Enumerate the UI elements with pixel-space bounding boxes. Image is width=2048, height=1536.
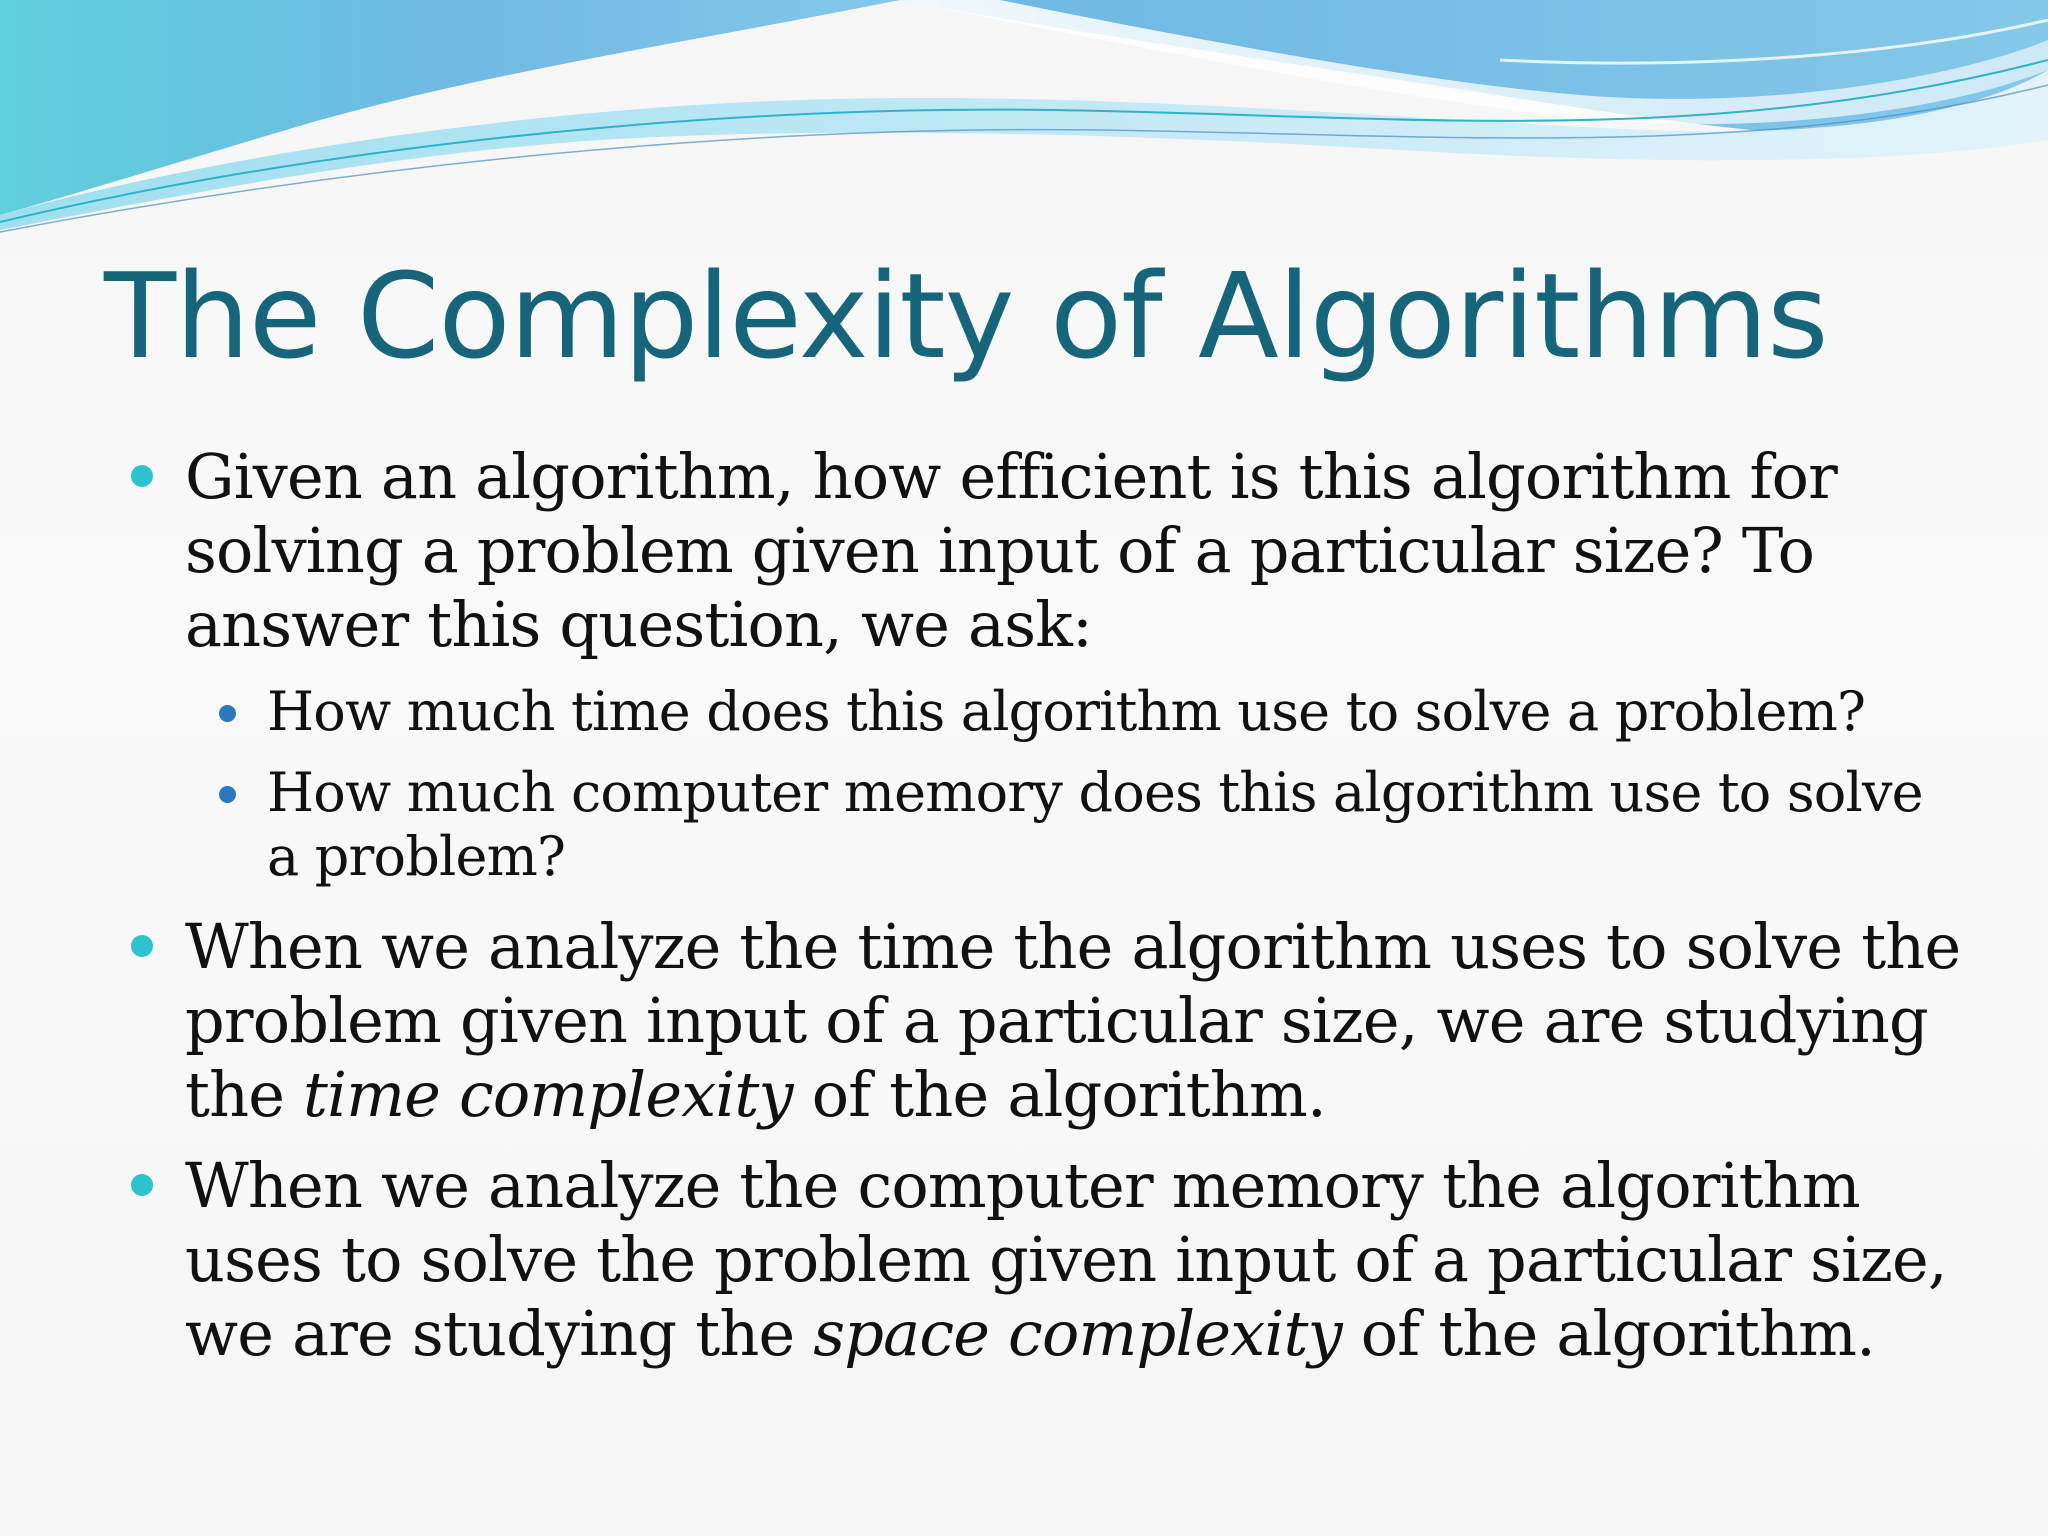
bullet-2-line-3 bbox=[185, 1058, 1965, 1132]
sub-bullet-item-1 bbox=[267, 680, 1987, 744]
bullet-3-line-3-post: of the algorithm. bbox=[1341, 1297, 1875, 1370]
sub-bullet-1-line-1: How much time does this algorithm use to solve a problem? bbox=[267, 680, 1866, 743]
slide-title: The Complexity of Algorithms bbox=[104, 247, 1828, 385]
bullet-item-1 bbox=[185, 440, 1965, 662]
bullet-2-line-3-post: of the algorithm. bbox=[792, 1058, 1326, 1131]
bullet-dot-icon bbox=[131, 465, 153, 487]
sub-bullet-item-2 bbox=[267, 761, 1987, 889]
bullet-1-line-1: Given an algorithm, how efficient is this algorithm for bbox=[185, 440, 1837, 513]
bullet-3-line-3-pre: we are studying the bbox=[185, 1297, 814, 1370]
header-wave-decoration bbox=[0, 0, 2048, 240]
sub-bullet-2-line-2: a problem? bbox=[267, 825, 566, 888]
bullet-1-line-3: answer this question, we ask: bbox=[185, 588, 1093, 661]
term-space-complexity: space complexity bbox=[813, 1297, 1342, 1370]
bullet-item-2 bbox=[185, 910, 1965, 1132]
bullet-dot-icon bbox=[131, 935, 153, 957]
bullet-3-line-3 bbox=[185, 1297, 1965, 1371]
bullet-3-line-1: When we analyze the computer memory the algorithm bbox=[185, 1149, 1860, 1222]
bullet-2-line-1: When we analyze the time the algorithm uses to solve the bbox=[185, 910, 1961, 983]
term-time-complexity: time complexity bbox=[303, 1058, 793, 1131]
sub-bullet-dot-icon bbox=[219, 786, 236, 803]
bullet-dot-icon bbox=[131, 1174, 153, 1196]
bullet-2-line-2: problem given input of a particular size, we are studying bbox=[185, 984, 1928, 1057]
bullet-1-line-2: solving a problem given input of a particular size? To bbox=[185, 514, 1815, 587]
bullet-3-line-2: uses to solve the problem given input of a particular size, bbox=[185, 1223, 1947, 1296]
bullet-2-line-3-pre: the bbox=[185, 1058, 304, 1131]
bullet-item-3 bbox=[185, 1149, 1965, 1371]
sub-bullet-2-line-1: How much computer memory does this algorithm use to solve bbox=[267, 761, 1923, 824]
sub-bullet-dot-icon bbox=[219, 705, 236, 722]
